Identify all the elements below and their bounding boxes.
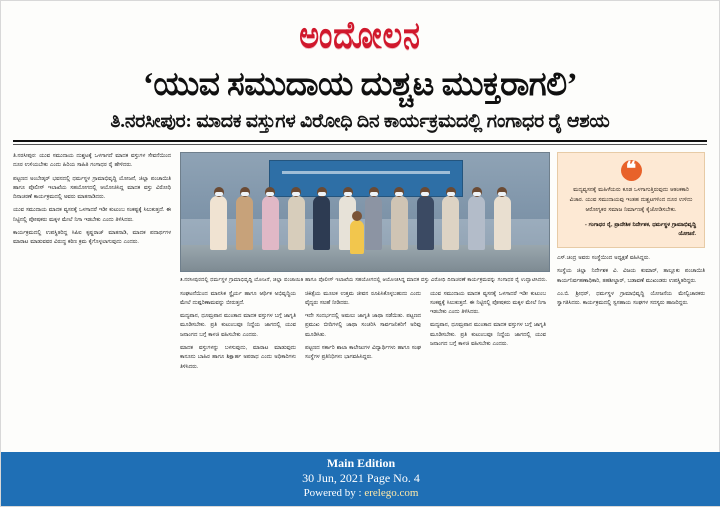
paragraph: ಯುವ ಸಮುದಾಯ ಮಾದಕ ವ್ಯಸನಕ್ಕೆ ಒಳಗಾದರೆ ಇಡೀ ಕುಟುಂಬ ಸಂಕಷ್ಟಕ್ಕೆ ಸಿಲುಕುತ್ತದೆ. ಈ ನಿಟ್ಟಿನಲ್ಲಿ ಪೋಷಕರು ಮಕ್ಕಳ ಮೇಲೆ ನಿಗಾ ಇಡಬೇಕು ಎಂದು ತಿಳಿಸಿದರು.	[13, 207, 171, 223]
photo-person	[417, 196, 434, 250]
footer-edition: Main Edition	[326, 456, 396, 470]
footer-powered-label: Powered by :	[303, 487, 365, 499]
paragraph: ಇದೇ ಸಂದರ್ಭದಲ್ಲಿ ಅಮಲು ಜಾಗೃತಿ ಜಾಥಾ ನಡೆಯಿತು. ಪಟ್ಟಣದ ಪ್ರಮುಖ ಬೀದಿಗಳಲ್ಲಿ ಜಾಥಾ ಸಂಚರಿಸಿ ಸಾರ್ವಜನಿಕರಿಗೆ ಅರಿವು ಮೂಡಿಸಿತು.	[305, 313, 421, 338]
footer-bar	[1, 452, 720, 506]
paragraph: ಮಾದಕ ವಸ್ತುಗಳನ್ನು ಬಳಸುವುದು, ಮಾರಾಟ ಮಾಡುವುದು ಕಾನೂನು ಬಾಹಿರ ಹಾಗೂ ಶಿಕ್ಷಾರ್ಹ ಅಪರಾಧ ಎಂದು ಅಧಿಕಾರಿಗಳು ತಿಳಿಸಿದರು.	[180, 345, 296, 370]
article-body	[1, 145, 719, 376]
paragraph: ಚಿಕಿತ್ಸೆಯ ಮೂಲಕ ಉತ್ತಮ ಜೀವನ ರೂಪಿಸಿಕೊಳ್ಳಬಹುದು ಎಂದು ವೈದ್ಯರು ಸಲಹೆ ನೀಡಿದರು.	[305, 290, 421, 306]
column-mid-center	[305, 290, 421, 376]
page-title: ‘ಯುವ ಸಮುದಾಯ ದುಶ್ಚಟ ಮುಕ್ತರಾಗಲಿ’	[142, 67, 578, 103]
column-left	[13, 152, 171, 376]
photo-person	[236, 196, 253, 250]
paragraph: ಮದ್ಯಪಾನ, ಧೂಮ್ರಪಾನ ಮುಂತಾದ ಮಾದಕ ವಸ್ತುಗಳ ಬಗ್ಗೆ ಜಾಗೃತಿ ಮೂಡಿಸಬೇಕು. ಪ್ರತಿ ಕುಟುಂಬವೂ ನಿದ್ದೆಯ ಜಾಗದಲ್ಲಿ ಯುವ ಜನಾಂಗದ ಬಗ್ಗೆ ಕಾಳಜಿ ವಹಿಸಬೇಕು ಎಂದರು.	[180, 313, 296, 338]
masthead	[1, 1, 719, 65]
column-middle	[180, 152, 548, 376]
photo-person	[210, 196, 227, 250]
pull-quote-attribution: - ಗಂಗಾಧರ ರೈ, ಪ್ರಾದೇಶಿಕ ನಿರ್ದೇಶಕ, ಧರ್ಮಸ್ಥಳ ಗ್ರಾಮಾಭಿವೃದ್ಧಿ ಯೋಜನೆ.	[584, 221, 696, 237]
photo-person	[262, 196, 279, 250]
photo-caption: ತಿ.ನರಸೀಪುರದಲ್ಲಿ ಧರ್ಮಸ್ಥಳ ಗ್ರಾಮಾಭಿವೃದ್ಧಿ ಯೋಜನೆ, ಜಿಲ್ಲಾ ಪಂಚಾಯಿತಿ ಹಾಗೂ ಪೊಲೀಸ್ ಇಲಾಖೆಯ ಸಹಯೋಗದಲ್ಲಿ ಆಯೋಜಿಸಿದ್ದ ಮಾದಕ ವಸ್ತು ವಿರೋಧಿ ದಿನಾಚರಣೆ ಕಾರ್ಯಕ್ರಮವನ್ನು ಗಂಗಾಧರ ರೈ ಉದ್ಘಾಟಿಸಿದರು.	[180, 276, 548, 283]
photo-person	[365, 196, 382, 250]
footer-site-link[interactable]: erelego.com	[364, 487, 419, 499]
column-mid-left	[180, 290, 296, 376]
paragraph: ಪಟ್ಟಣದ ಅಂಬೇಡ್ಕರ್ ಭವನದಲ್ಲಿ ಧರ್ಮಸ್ಥಳ ಗ್ರಾಮಾಭಿವೃದ್ಧಿ ಯೋಜನೆ, ಜಿಲ್ಲಾ ಪಂಚಾಯಿತಿ ಹಾಗೂ ಪೊಲೀಸ್ ಇಲಾಖೆಯ ಸಹಯೋಗದಲ್ಲಿ ಆಯೋಜಿಸಿದ್ದ ಮಾದಕ ವಸ್ತು ವಿರೋಧಿ ದಿನಾಚರಣೆ ಕಾರ್ಯಕ್ರಮದಲ್ಲಿ ಅವರು ಮಾತನಾಡಿದರು.	[13, 175, 171, 201]
photo-person	[313, 196, 330, 250]
mid-lower-columns	[180, 290, 548, 376]
column-right	[557, 152, 705, 376]
article-photo	[180, 152, 550, 272]
paragraph: ಸಂಸ್ಥೆಯ ಜಿಲ್ಲಾ ನಿರ್ದೇಶಕ ವಿ. ವಿಜಯ ಕುಮಾರ್, ತಾಲ್ಲೂಕು ಪಂಚಾಯಿತಿ ಕಾರ್ಯನಿರ್ವಹಣಾಧಿಕಾರಿ, ತಹಶೀಲ್ದಾರ್, ಬಡಾವಣೆ ಮುಖಂಡರು ಉಪಸ್ಥಿತರಿದ್ದರು.	[557, 268, 705, 284]
paragraph: ಎಸ್.ಚಂದ್ರ ಅವರು ಸಂಸ್ಥೆಯಿಂದ ಅಧ್ಯಕ್ಷತೆ ವಹಿಸಿದ್ದರು.	[557, 254, 650, 261]
paragraph: ಪಟ್ಟಣದ ಸರ್ಕಾರಿ ಶಾಲಾ ಕಾಲೇಜುಗಳ ವಿದ್ಯಾರ್ಥಿಗಳು ಹಾಗೂ ಸಂಘ ಸಂಸ್ಥೆಗಳ ಪ್ರತಿನಿಧಿಗಳು ಭಾಗವಹಿಸಿದ್ದರು.	[305, 345, 421, 361]
photo-child	[350, 220, 364, 254]
paragraph: ತಿ.ನರಸೀಪುರ: ಯುವ ಸಮುದಾಯ ದುಶ್ಚಟಕ್ಕೆ ಒಳಗಾಗದೆ ಮಾದಕ ವಸ್ತುಗಳ ಸೇವನೆಯಿಂದ ದೂರ ಉಳಿಯಬೇಕು ಎಂದು ಹಿರಿಯ ಸಾಹಿತಿ ಗಂಗಾಧರ ರೈ ಹೇಳಿದರು.	[13, 152, 171, 169]
paragraph: ಕಾರ್ಯಕ್ರಮದಲ್ಲಿ ಉಪಸ್ಥಿತರಿದ್ದ ಸಿಪಿಐ ಕೃಷ್ಣರಾಜ್ ಮಾತನಾಡಿ, ಮಾದಕ ಪದಾರ್ಥಗಳ ಮಾರಾಟ ಮಾಡುವವರ ವಿರುದ್ಧ ಕಠಿಣ ಕ್ರಮ ಕೈಗೊಳ್ಳಲಾಗುವುದು ಎಂದರು.	[13, 230, 171, 246]
photo-person	[468, 196, 485, 250]
divider-thick	[13, 140, 707, 142]
footer-date-page: 30 Jun, 2021 Page No. 4	[302, 471, 420, 485]
footer-powered	[1, 486, 720, 500]
pull-quote-text: ಮದ್ಯವ್ಯಸನಕ್ಕೆ ಮಹಿಳೆಯರು ಕೂಡ ಒಳಗಾಗುತ್ತಿರುವುದು ಆತಂಕಕಾರಿ ವಿಚಾರ. ಯುವ ಸಮುದಾಯವು ಇಂತಹ ದುಶ್ಚಟಗಳಿಂದ ದೂರ ಉಳಿದು ಆರೋಗ್ಯಕರ ಸಮಾಜ ನಿರ್ಮಾಣಕ್ಕೆ ಕೈಜೋಡಿಸಬೇಕು.	[569, 186, 693, 213]
pull-quote-box	[557, 152, 705, 248]
photo-person	[288, 196, 305, 250]
photo-person	[442, 196, 459, 250]
photo-person	[494, 196, 511, 250]
quote-mark-icon: ❝	[621, 160, 642, 181]
paragraph: ಮದ್ಯಪಾನ, ಧೂಮ್ರಪಾನ ಮುಂತಾದ ಮಾದಕ ವಸ್ತುಗಳ ಬಗ್ಗೆ ಜಾಗೃತಿ ಮೂಡಿಸಬೇಕು. ಪ್ರತಿ ಕುಟುಂಬವೂ ನಿದ್ದೆಯ ಜಾಗದಲ್ಲಿ ಯುವ ಜನಾಂಗದ ಬಗ್ಗೆ ಕಾಳಜಿ ವಹಿಸಬೇಕು ಎಂದರು.	[430, 322, 546, 347]
paragraph: ಯುವ ಸಮುದಾಯ ಮಾದಕ ವ್ಯಸನಕ್ಕೆ ಒಳಗಾದರೆ ಇಡೀ ಕುಟುಂಬ ಸಂಕಷ್ಟಕ್ಕೆ ಸಿಲುಕುತ್ತದೆ. ಈ ನಿಟ್ಟಿನಲ್ಲಿ ಪೋಷಕರು ಮಕ್ಕಳ ಮೇಲೆ ನಿಗಾ ಇಡಬೇಕು ಎಂದು ತಿಳಿಸಿದರು.	[430, 290, 546, 316]
page-subtitle: ತಿ.ನರಸೀಪುರ: ಮಾದಕ ವಸ್ತುಗಳ ವಿರೋಧಿ ದಿನ ಕಾರ್ಯಕ್ರಮದಲ್ಲಿ ಗಂಗಾಧರ ರೈ ಆಶಯ	[110, 110, 610, 132]
paragraph: ಎಂ.ಬಿ. ಶ್ರೀಧರ್, ಧರ್ಮಸ್ಥಳ ಗ್ರಾಮಾಭಿವೃದ್ಧಿ ಯೋಜನೆಯ ಮೇಲ್ವಿಚಾರಕರು ಸ್ವಾಗತಿಸಿದರು. ಕಾರ್ಯಕ್ರಮದಲ್ಲಿ ಸ್ವಸಹಾಯ ಸಂಘಗಳ ಸದಸ್ಯರು ಹಾಜರಿದ್ದರು.	[557, 290, 705, 307]
masthead-logo: ಅಂದೋಲನ	[299, 14, 421, 56]
paragraph: ಸಂಘಟನೆಯಿಂದ ಮಾನಸಿಕ ಸ್ಥೈರ್ಯ ಹಾಗೂ ಆರ್ಥಿಕ ಅಭಿವೃದ್ಧಿಯ ಮೇಲೆ ದುಷ್ಪರಿಣಾಮವನ್ನು ಬೀರುತ್ತದೆ.	[180, 290, 296, 306]
headline-block	[1, 65, 719, 133]
photo-person	[391, 196, 408, 250]
column-mid-right	[430, 290, 546, 376]
